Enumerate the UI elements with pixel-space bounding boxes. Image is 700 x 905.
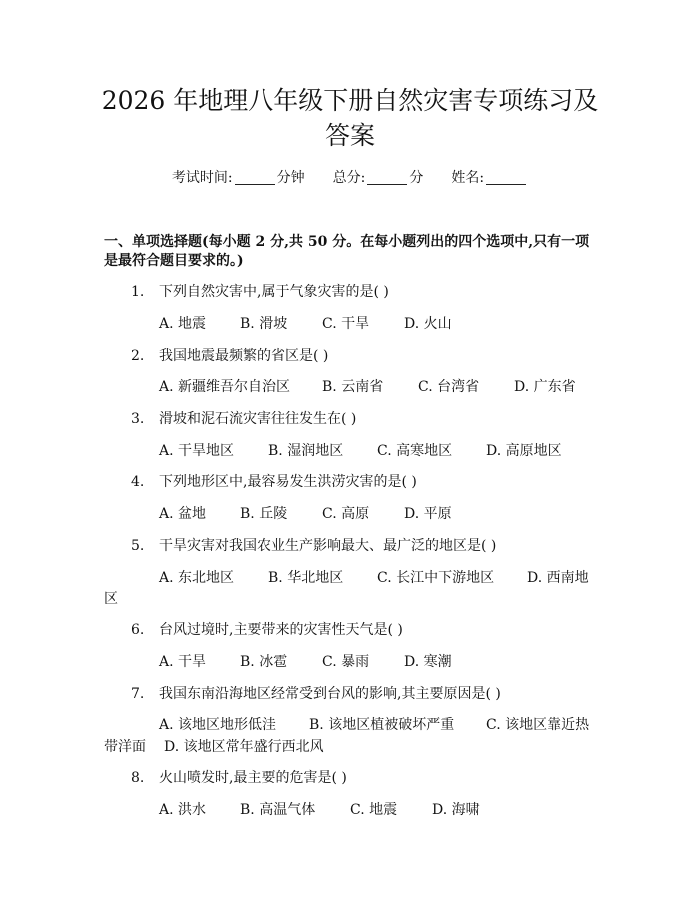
question-number: 1. [131, 284, 145, 300]
option-b: B. 冰雹 [240, 654, 288, 670]
exam-time-blank [235, 170, 275, 185]
option-a: A. 干旱 [159, 654, 207, 670]
document-title-continued: 答案 [324, 121, 375, 150]
exam-time-unit: 分钟 [276, 170, 305, 186]
option-c-continued: 带洋面 [104, 739, 146, 755]
question-7-options-continued [104, 737, 324, 757]
option-b: B. 该地区植被破坏严重 [309, 717, 455, 733]
option-c: C. 地震 [350, 802, 398, 818]
exam-info-line [0, 168, 700, 188]
question-number: 7. [131, 686, 145, 702]
option-b: B. 华北地区 [268, 570, 344, 586]
section-heading: 一、单项选择题(每小题 2 分,共 50 分。在每小题列出的四个选项中,只有一项 [104, 234, 590, 250]
option-a: A. 该地区地形低洼 [159, 717, 277, 733]
question-number: 5. [131, 538, 145, 554]
option-d: D. 寒潮 [404, 654, 452, 670]
question-1-stem [131, 282, 389, 302]
document-title: 2026 年地理八年级下册自然灾害专项练习及 [101, 86, 599, 115]
question-text: 火山喷发时,最主要的危害是( ) [159, 770, 347, 786]
question-number: 3. [131, 411, 145, 427]
option-d: D. 平原 [404, 506, 452, 522]
option-c: C. 高寒地区 [377, 443, 453, 459]
option-b: B. 高温气体 [240, 802, 316, 818]
question-text: 下列地形区中,最容易发生洪涝灾害的是( ) [159, 474, 417, 490]
question-text: 下列自然灾害中,属于气象灾害的是( ) [159, 284, 389, 300]
question-text: 滑坡和泥石流灾害往往发生在( ) [159, 411, 357, 427]
question-text: 台风过境时,主要带来的灾害性天气是( ) [159, 622, 403, 638]
question-4-stem [131, 472, 417, 492]
option-d: D. 海啸 [432, 802, 480, 818]
option-c: C. 暴雨 [322, 654, 370, 670]
option-a: A. 东北地区 [159, 570, 235, 586]
question-number: 8. [131, 770, 145, 786]
option-b: B. 滑坡 [240, 316, 288, 332]
section-heading-continued: 是最符合题目要求的。) [104, 253, 244, 269]
total-score-blank [367, 170, 407, 185]
question-5-stem [131, 536, 496, 556]
option-b: B. 丘陵 [240, 506, 288, 522]
question-text: 干旱灾害对我国农业生产影响最大、最广泛的地区是( ) [159, 538, 497, 554]
student-name-label: 姓名: [451, 170, 485, 186]
option-d: D. 广东省 [514, 379, 576, 395]
option-c: C. 长江中下游地区 [377, 570, 495, 586]
question-7-stem [131, 684, 501, 704]
question-6-stem [131, 620, 403, 640]
question-text: 我国地震最频繁的省区是( ) [159, 348, 329, 364]
option-a: A. 洪水 [159, 802, 207, 818]
option-c: C. 干旱 [322, 316, 370, 332]
question-8-stem [131, 768, 347, 788]
option-d: D. 火山 [404, 316, 452, 332]
option-a: A. 新疆维吾尔自治区 [159, 379, 291, 395]
option-c: C. 台湾省 [418, 379, 480, 395]
question-text: 我国东南沿海地区经常受到台风的影响,其主要原因是( ) [159, 686, 501, 702]
question-number: 4. [131, 474, 145, 490]
option-c: C. 高原 [322, 506, 370, 522]
option-d: D. 该地区常年盛行西北风 [164, 739, 324, 755]
option-a: A. 地震 [159, 316, 207, 332]
total-score-unit: 分 [409, 170, 424, 186]
option-b: B. 湿润地区 [268, 443, 344, 459]
question-number: 2. [131, 348, 145, 364]
question-3-stem [131, 409, 356, 429]
student-name-blank [486, 170, 526, 185]
option-d: D. 高原地区 [486, 443, 562, 459]
option-b: B. 云南省 [322, 379, 384, 395]
exam-time-label: 考试时间: [171, 170, 233, 186]
option-a: A. 干旱地区 [159, 443, 235, 459]
option-a: A. 盆地 [159, 506, 207, 522]
option-d: D. 西南地 [527, 570, 589, 586]
question-number: 6. [131, 622, 145, 638]
option-c: C. 该地区靠近热 [486, 717, 590, 733]
total-score-label: 总分: [332, 170, 366, 186]
question-2-stem [131, 346, 328, 366]
option-d-continued: 区 [104, 591, 118, 607]
